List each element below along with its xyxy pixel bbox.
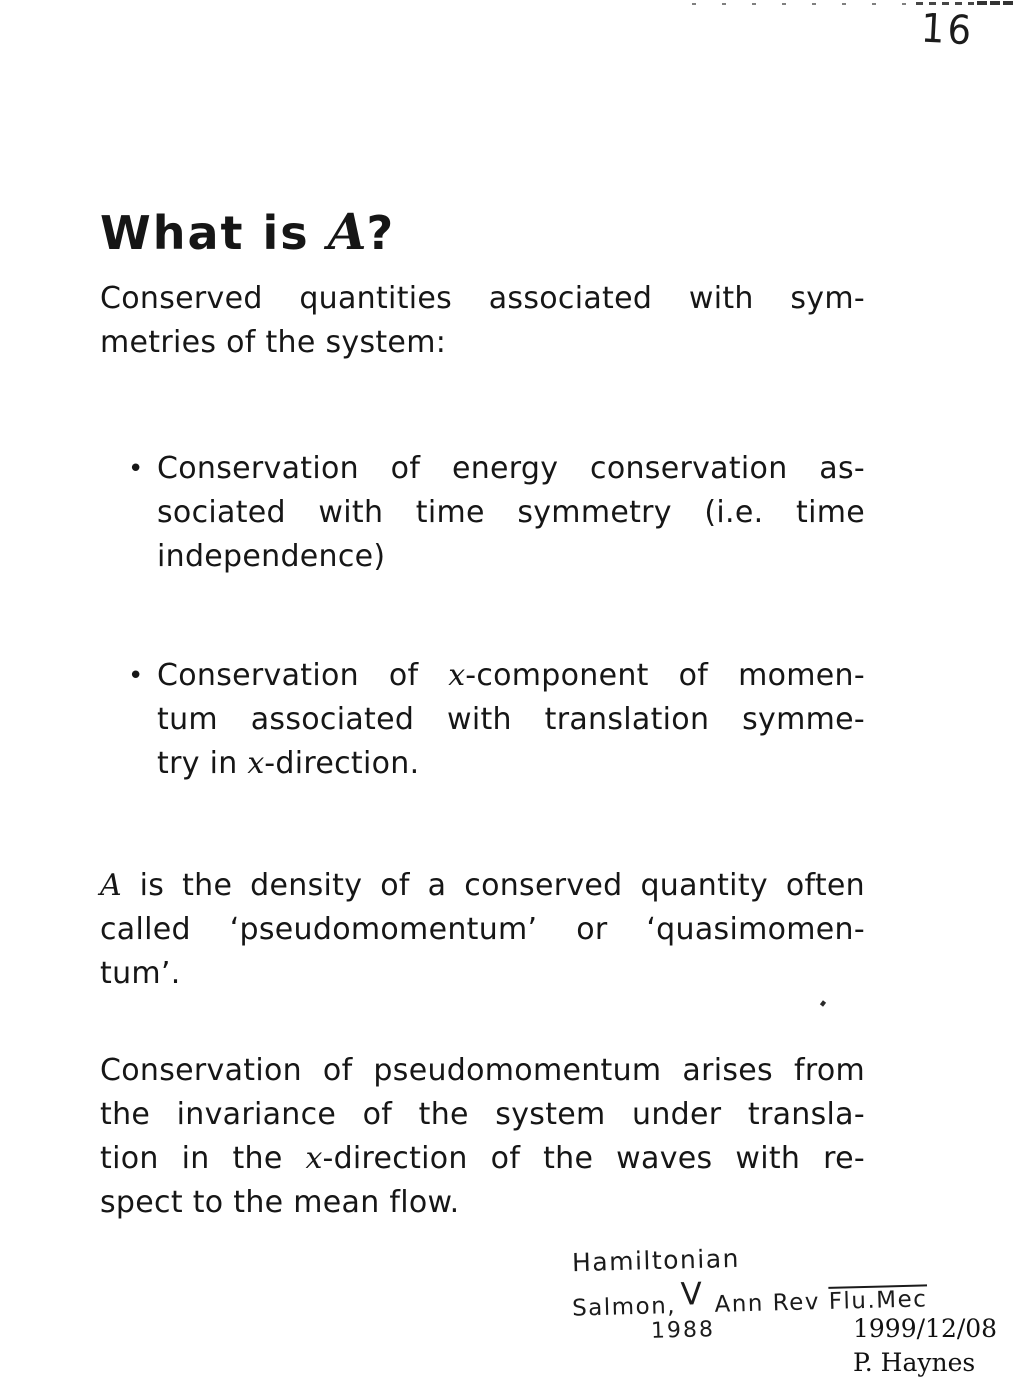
page-number: 16: [919, 4, 976, 55]
paragraph-intro: [100, 277, 865, 365]
text-segment: x: [305, 1141, 323, 1176]
text-line: Conservation of pseudomomentum arises from: [100, 1053, 865, 1088]
text-segment: try in: [157, 746, 248, 781]
paragraph-conservation: [100, 1049, 865, 1225]
text-segment: -direction.: [264, 746, 420, 781]
page-title: [100, 203, 395, 262]
text-line: the invariance of the system under transla-: [100, 1097, 865, 1132]
date-stamp: 1999/12/08: [853, 1314, 998, 1343]
text-line: tum’.: [100, 956, 181, 991]
text-segment: -direction of the waves with re-: [322, 1141, 865, 1176]
text-segment: x: [448, 658, 466, 693]
text-line: independence): [157, 539, 386, 574]
scan-artifact-dashes: [977, 1, 1016, 5]
text-line: metries of the system:: [100, 325, 447, 360]
bullet-text: [157, 447, 865, 579]
text-segment: ?: [366, 205, 396, 260]
text-segment: What is: [100, 205, 328, 260]
bullet-icon: •: [128, 454, 144, 484]
text-line: Conservation of energy conservation as-: [157, 451, 865, 486]
scan-artifact-dashes: [692, 3, 914, 5]
text-line: [100, 1137, 865, 1181]
text-line: [157, 654, 865, 698]
text-segment: Salmon,: [571, 1292, 677, 1322]
bullet-text: [157, 654, 865, 786]
text-segment: Ann Rev: [705, 1288, 830, 1319]
footer-stamp: [853, 1312, 997, 1380]
author-name: P. Haynes: [853, 1348, 976, 1377]
handwritten-note-hamiltonian: Hamiltonian: [571, 1243, 741, 1278]
bullet-item-momentum: [100, 654, 865, 786]
text-segment: -component of momen-: [465, 658, 865, 693]
text-line: sociated with time symmetry (i.e. time: [157, 495, 865, 530]
scan-artifact-speck: [820, 1000, 826, 1006]
bullet-item-energy: [100, 447, 865, 579]
bullet-icon: •: [128, 661, 144, 691]
text-segment: A: [327, 201, 367, 261]
text-segment: is the density of a conserved quantity often: [121, 868, 865, 903]
paragraph-density: [100, 864, 865, 996]
handwritten-note-year: 1988: [650, 1317, 716, 1344]
text-line: [157, 742, 865, 786]
text-line: tum associated with translation symme-: [157, 702, 865, 737]
text-segment: Conservation of: [157, 658, 449, 693]
text-line: called ‘pseudomomentum’ or ‘quasimomen-: [100, 912, 865, 947]
text-segment: V: [680, 1276, 704, 1313]
text-line: [100, 864, 865, 908]
text-segment: A: [100, 868, 122, 903]
text-segment: Flu.Mec: [828, 1286, 928, 1315]
text-line: spect to the mean flow.: [100, 1185, 460, 1220]
text-segment: x: [247, 746, 265, 781]
text-segment: tion in the: [100, 1141, 306, 1176]
text-line: Conserved quantities associated with sym-: [100, 281, 865, 316]
